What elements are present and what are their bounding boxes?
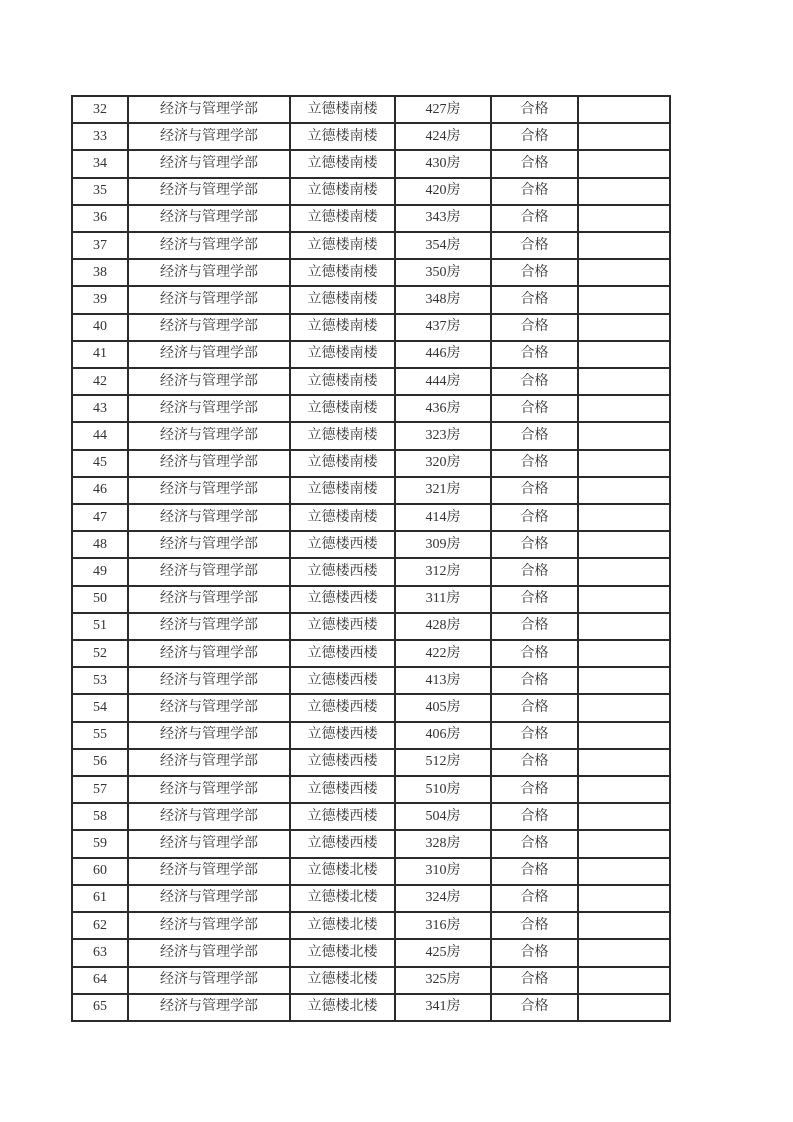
cell-result: 合格	[491, 613, 578, 640]
cell-row-number: 44	[72, 422, 128, 449]
cell-department: 经济与管理学部	[128, 939, 290, 966]
cell-row-number: 59	[72, 830, 128, 857]
cell-building: 立德楼西楼	[290, 640, 395, 667]
cell-department: 经济与管理学部	[128, 205, 290, 232]
cell-room: 320房	[395, 450, 491, 477]
cell-row-number: 34	[72, 150, 128, 177]
cell-room: 504房	[395, 803, 491, 830]
cell-building: 立德楼南楼	[290, 368, 395, 395]
table-row	[72, 232, 670, 259]
cell-row-number: 58	[72, 803, 128, 830]
cell-result: 合格	[491, 531, 578, 558]
cell-row-number: 43	[72, 395, 128, 422]
cell-room: 321房	[395, 477, 491, 504]
cell-building: 立德楼西楼	[290, 776, 395, 803]
cell-result: 合格	[491, 939, 578, 966]
table-row	[72, 858, 670, 885]
cell-department: 经济与管理学部	[128, 858, 290, 885]
table-row	[72, 967, 670, 994]
cell-result: 合格	[491, 912, 578, 939]
cell-building: 立德楼南楼	[290, 205, 395, 232]
cell-room: 348房	[395, 286, 491, 313]
cell-department: 经济与管理学部	[128, 232, 290, 259]
cell-remark	[578, 586, 670, 613]
cell-room: 437房	[395, 314, 491, 341]
cell-result: 合格	[491, 586, 578, 613]
table-row	[72, 694, 670, 721]
cell-department: 经济与管理学部	[128, 830, 290, 857]
cell-room: 510房	[395, 776, 491, 803]
table-row	[72, 259, 670, 286]
cell-building: 立德楼南楼	[290, 341, 395, 368]
cell-room: 350房	[395, 259, 491, 286]
cell-building: 立德楼北楼	[290, 967, 395, 994]
table-row	[72, 178, 670, 205]
cell-department: 经济与管理学部	[128, 314, 290, 341]
cell-result: 合格	[491, 722, 578, 749]
cell-result: 合格	[491, 422, 578, 449]
cell-department: 经济与管理学部	[128, 640, 290, 667]
cell-department: 经济与管理学部	[128, 722, 290, 749]
cell-result: 合格	[491, 96, 578, 123]
table-row	[72, 558, 670, 585]
cell-building: 立德楼北楼	[290, 858, 395, 885]
table-row	[72, 803, 670, 830]
cell-row-number: 42	[72, 368, 128, 395]
cell-department: 经济与管理学部	[128, 477, 290, 504]
cell-building: 立德楼西楼	[290, 667, 395, 694]
cell-row-number: 41	[72, 341, 128, 368]
cell-row-number: 61	[72, 885, 128, 912]
cell-result: 合格	[491, 286, 578, 313]
cell-room: 512房	[395, 749, 491, 776]
cell-result: 合格	[491, 967, 578, 994]
table-row	[72, 450, 670, 477]
cell-building: 立德楼南楼	[290, 422, 395, 449]
cell-row-number: 35	[72, 178, 128, 205]
table-row	[72, 885, 670, 912]
cell-room: 428房	[395, 613, 491, 640]
cell-department: 经济与管理学部	[128, 994, 290, 1021]
cell-department: 经济与管理学部	[128, 558, 290, 585]
cell-remark	[578, 858, 670, 885]
table-row	[72, 504, 670, 531]
cell-remark	[578, 967, 670, 994]
cell-remark	[578, 178, 670, 205]
cell-building: 立德楼南楼	[290, 395, 395, 422]
cell-department: 经济与管理学部	[128, 123, 290, 150]
cell-remark	[578, 994, 670, 1021]
cell-building: 立德楼南楼	[290, 286, 395, 313]
cell-remark	[578, 205, 670, 232]
cell-row-number: 57	[72, 776, 128, 803]
cell-row-number: 50	[72, 586, 128, 613]
cell-department: 经济与管理学部	[128, 803, 290, 830]
cell-room: 413房	[395, 667, 491, 694]
cell-row-number: 40	[72, 314, 128, 341]
cell-room: 310房	[395, 858, 491, 885]
cell-row-number: 38	[72, 259, 128, 286]
cell-building: 立德楼西楼	[290, 722, 395, 749]
cell-department: 经济与管理学部	[128, 967, 290, 994]
cell-result: 合格	[491, 123, 578, 150]
table-row	[72, 749, 670, 776]
cell-building: 立德楼南楼	[290, 450, 395, 477]
cell-building: 立德楼西楼	[290, 586, 395, 613]
table-row	[72, 776, 670, 803]
cell-remark	[578, 477, 670, 504]
cell-department: 经济与管理学部	[128, 341, 290, 368]
cell-row-number: 54	[72, 694, 128, 721]
cell-row-number: 46	[72, 477, 128, 504]
cell-row-number: 65	[72, 994, 128, 1021]
table-row	[72, 830, 670, 857]
cell-building: 立德楼西楼	[290, 558, 395, 585]
cell-department: 经济与管理学部	[128, 694, 290, 721]
table-row	[72, 640, 670, 667]
cell-row-number: 48	[72, 531, 128, 558]
table-row	[72, 205, 670, 232]
cell-row-number: 62	[72, 912, 128, 939]
cell-row-number: 60	[72, 858, 128, 885]
cell-remark	[578, 286, 670, 313]
cell-remark	[578, 314, 670, 341]
table-row	[72, 912, 670, 939]
cell-remark	[578, 341, 670, 368]
table-row	[72, 395, 670, 422]
cell-remark	[578, 885, 670, 912]
table-row	[72, 286, 670, 313]
cell-department: 经济与管理学部	[128, 422, 290, 449]
cell-room: 406房	[395, 722, 491, 749]
cell-department: 经济与管理学部	[128, 749, 290, 776]
cell-row-number: 47	[72, 504, 128, 531]
table-row	[72, 939, 670, 966]
cell-building: 立德楼南楼	[290, 232, 395, 259]
cell-department: 经济与管理学部	[128, 586, 290, 613]
cell-department: 经济与管理学部	[128, 259, 290, 286]
cell-result: 合格	[491, 749, 578, 776]
cell-result: 合格	[491, 259, 578, 286]
cell-department: 经济与管理学部	[128, 395, 290, 422]
cell-building: 立德楼南楼	[290, 259, 395, 286]
cell-remark	[578, 776, 670, 803]
cell-result: 合格	[491, 314, 578, 341]
cell-building: 立德楼南楼	[290, 123, 395, 150]
cell-row-number: 45	[72, 450, 128, 477]
cell-row-number: 51	[72, 613, 128, 640]
inspection-table-body	[72, 96, 670, 1021]
cell-room: 420房	[395, 178, 491, 205]
cell-row-number: 56	[72, 749, 128, 776]
cell-row-number: 36	[72, 205, 128, 232]
cell-room: 405房	[395, 694, 491, 721]
cell-room: 425房	[395, 939, 491, 966]
cell-result: 合格	[491, 504, 578, 531]
cell-remark	[578, 232, 670, 259]
cell-department: 经济与管理学部	[128, 96, 290, 123]
cell-result: 合格	[491, 640, 578, 667]
cell-building: 立德楼南楼	[290, 178, 395, 205]
cell-result: 合格	[491, 803, 578, 830]
cell-department: 经济与管理学部	[128, 776, 290, 803]
cell-result: 合格	[491, 395, 578, 422]
cell-department: 经济与管理学部	[128, 613, 290, 640]
inspection-table	[71, 95, 671, 1022]
table-row	[72, 422, 670, 449]
cell-remark	[578, 422, 670, 449]
cell-room: 309房	[395, 531, 491, 558]
table-row	[72, 667, 670, 694]
cell-building: 立德楼南楼	[290, 150, 395, 177]
cell-remark	[578, 558, 670, 585]
cell-remark	[578, 722, 670, 749]
cell-row-number: 32	[72, 96, 128, 123]
table-row	[72, 314, 670, 341]
cell-building: 立德楼南楼	[290, 504, 395, 531]
cell-building: 立德楼西楼	[290, 531, 395, 558]
cell-department: 经济与管理学部	[128, 286, 290, 313]
cell-building: 立德楼西楼	[290, 694, 395, 721]
table-row	[72, 586, 670, 613]
cell-building: 立德楼西楼	[290, 749, 395, 776]
cell-row-number: 55	[72, 722, 128, 749]
cell-result: 合格	[491, 858, 578, 885]
cell-room: 312房	[395, 558, 491, 585]
cell-row-number: 53	[72, 667, 128, 694]
table-row	[72, 477, 670, 504]
cell-room: 323房	[395, 422, 491, 449]
cell-remark	[578, 912, 670, 939]
cell-result: 合格	[491, 558, 578, 585]
cell-room: 436房	[395, 395, 491, 422]
cell-building: 立德楼北楼	[290, 885, 395, 912]
cell-room: 424房	[395, 123, 491, 150]
cell-row-number: 37	[72, 232, 128, 259]
cell-remark	[578, 150, 670, 177]
cell-result: 合格	[491, 694, 578, 721]
cell-room: 325房	[395, 967, 491, 994]
cell-building: 立德楼南楼	[290, 314, 395, 341]
cell-remark	[578, 123, 670, 150]
cell-room: 324房	[395, 885, 491, 912]
cell-room: 427房	[395, 96, 491, 123]
cell-department: 经济与管理学部	[128, 450, 290, 477]
cell-building: 立德楼南楼	[290, 96, 395, 123]
cell-department: 经济与管理学部	[128, 667, 290, 694]
cell-row-number: 39	[72, 286, 128, 313]
cell-building: 立德楼南楼	[290, 477, 395, 504]
cell-room: 430房	[395, 150, 491, 177]
cell-remark	[578, 640, 670, 667]
table-row	[72, 341, 670, 368]
cell-remark	[578, 531, 670, 558]
cell-remark	[578, 830, 670, 857]
cell-result: 合格	[491, 885, 578, 912]
cell-row-number: 49	[72, 558, 128, 585]
cell-department: 经济与管理学部	[128, 885, 290, 912]
table-row	[72, 150, 670, 177]
table-row	[72, 96, 670, 123]
cell-remark	[578, 395, 670, 422]
cell-remark	[578, 694, 670, 721]
table-row	[72, 368, 670, 395]
cell-room: 446房	[395, 341, 491, 368]
cell-result: 合格	[491, 830, 578, 857]
cell-remark	[578, 749, 670, 776]
cell-department: 经济与管理学部	[128, 150, 290, 177]
cell-row-number: 63	[72, 939, 128, 966]
table-row	[72, 994, 670, 1021]
cell-room: 311房	[395, 586, 491, 613]
cell-building: 立德楼西楼	[290, 803, 395, 830]
cell-remark	[578, 504, 670, 531]
cell-result: 合格	[491, 776, 578, 803]
cell-room: 328房	[395, 830, 491, 857]
cell-row-number: 33	[72, 123, 128, 150]
cell-building: 立德楼西楼	[290, 613, 395, 640]
cell-department: 经济与管理学部	[128, 531, 290, 558]
cell-building: 立德楼北楼	[290, 939, 395, 966]
cell-result: 合格	[491, 205, 578, 232]
cell-building: 立德楼北楼	[290, 994, 395, 1021]
cell-department: 经济与管理学部	[128, 912, 290, 939]
cell-room: 444房	[395, 368, 491, 395]
cell-room: 422房	[395, 640, 491, 667]
cell-remark	[578, 450, 670, 477]
table-row	[72, 531, 670, 558]
cell-department: 经济与管理学部	[128, 178, 290, 205]
cell-row-number: 64	[72, 967, 128, 994]
cell-building: 立德楼北楼	[290, 912, 395, 939]
cell-result: 合格	[491, 178, 578, 205]
cell-department: 经济与管理学部	[128, 368, 290, 395]
cell-result: 合格	[491, 477, 578, 504]
cell-remark	[578, 96, 670, 123]
cell-remark	[578, 939, 670, 966]
cell-room: 341房	[395, 994, 491, 1021]
table-row	[72, 123, 670, 150]
cell-result: 合格	[491, 667, 578, 694]
cell-room: 354房	[395, 232, 491, 259]
cell-room: 343房	[395, 205, 491, 232]
cell-building: 立德楼西楼	[290, 830, 395, 857]
cell-result: 合格	[491, 150, 578, 177]
cell-result: 合格	[491, 232, 578, 259]
cell-result: 合格	[491, 450, 578, 477]
table-row	[72, 722, 670, 749]
cell-department: 经济与管理学部	[128, 504, 290, 531]
cell-result: 合格	[491, 368, 578, 395]
cell-remark	[578, 803, 670, 830]
cell-remark	[578, 613, 670, 640]
cell-remark	[578, 667, 670, 694]
cell-row-number: 52	[72, 640, 128, 667]
cell-remark	[578, 259, 670, 286]
table-row	[72, 613, 670, 640]
cell-result: 合格	[491, 994, 578, 1021]
cell-room: 316房	[395, 912, 491, 939]
cell-remark	[578, 368, 670, 395]
cell-result: 合格	[491, 341, 578, 368]
cell-room: 414房	[395, 504, 491, 531]
